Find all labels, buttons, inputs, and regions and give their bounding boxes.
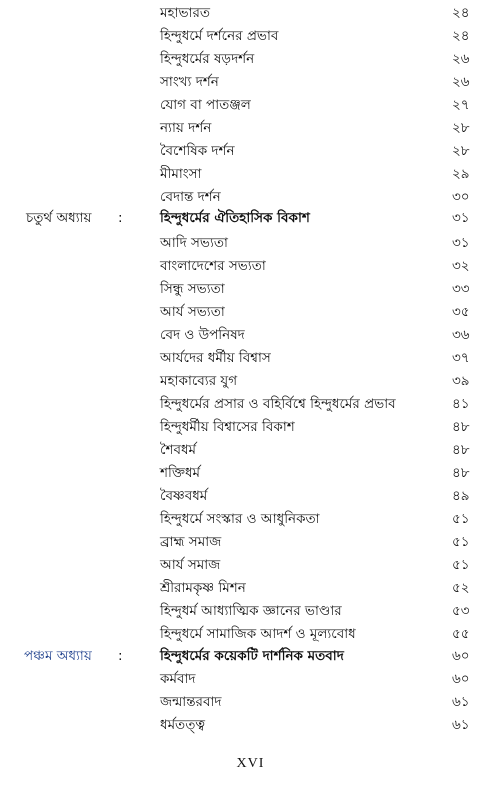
page-number: ৫৫ [452, 626, 470, 642]
toc-entry-row [0, 301, 501, 323]
page-number: ২৬ [452, 74, 470, 90]
page-number: ৪৮ [452, 465, 470, 481]
toc-entry-row [0, 324, 501, 346]
page-number: ২৮ [452, 143, 470, 159]
section-title: ন্যায় দর্শন [160, 120, 212, 136]
page-number: ২৮ [452, 120, 470, 136]
page-number: ৫২ [452, 580, 470, 596]
page-number: ৩৫ [452, 304, 470, 320]
page-number: ২৬ [452, 51, 470, 67]
section-title: হিন্দুধর্মের প্রসার ও বহির্বিশ্বে হিন্দুধর্মের প্রভাব [160, 396, 396, 412]
section-title: হিন্দুধর্মের ষড়দর্শন [160, 51, 255, 67]
page-number: ৬১ [452, 717, 470, 733]
toc-entry-row [0, 508, 501, 530]
section-title: শ্রীরামকৃষ্ণ মিশন [160, 580, 246, 596]
chapter-colon: : [118, 210, 123, 226]
section-title: মীমাংসা [160, 166, 202, 182]
page-number: ৩১ [452, 210, 470, 226]
toc-entry-row [0, 48, 501, 70]
section-title: হিন্দুধর্মীয় বিশ্বাসের বিকাশ [160, 419, 295, 435]
page-number: ৪১ [452, 396, 470, 412]
chapter-label: পঞ্চম অধ্যায় [24, 648, 92, 664]
section-title: হিন্দুধর্ম আধ্যাত্মিক জ্ঞানের ভাণ্ডার [160, 603, 342, 619]
toc-entry-row [0, 439, 501, 461]
section-title: কর্মবাদ [160, 671, 196, 687]
page-number: ২৪ [452, 28, 470, 44]
page-number: ৫১ [452, 511, 470, 527]
toc-entry-row [0, 232, 501, 254]
toc-chapter-row [0, 207, 501, 229]
chapter-title: হিন্দুধর্মের কয়েকটি দার্শনিক মতবাদ [160, 648, 344, 664]
page-number-footer: XVI [236, 756, 265, 771]
toc-entry-row [0, 2, 501, 24]
toc-entry-row [0, 531, 501, 553]
section-title: হিন্দুধর্মে দর্শনের প্রভাব [160, 28, 279, 44]
page-number: ৩৭ [452, 350, 470, 366]
toc-entry-row [0, 25, 501, 47]
page-number: ৫৩ [452, 603, 470, 619]
toc-entry-row [0, 600, 501, 622]
toc-entry-row [0, 462, 501, 484]
chapter-title: হিন্দুধর্মের ঐতিহাসিক বিকাশ [160, 210, 310, 226]
page-number: ৬১ [452, 694, 470, 710]
toc-entry-row [0, 94, 501, 116]
section-title: বেদ ও উপনিষদ [160, 327, 245, 343]
section-title: ধর্মতত্ত্ব [160, 717, 205, 733]
toc-entry-row [0, 117, 501, 139]
section-title: বৈশেষিক দর্শন [160, 143, 235, 159]
page-number: ৩০ [452, 189, 470, 205]
toc-entry-row [0, 554, 501, 576]
page-number: ৩৬ [452, 327, 470, 343]
section-title: আর্যদের ধর্মীয় বিশ্বাস [160, 350, 271, 366]
section-title: সিন্ধু সভ্যতা [160, 281, 225, 297]
toc-entry-row [0, 393, 501, 415]
section-title: সাংখ্য দর্শন [160, 74, 219, 90]
page-number: ৫১ [452, 534, 470, 550]
page-number: ৪৮ [452, 419, 470, 435]
page-number: ৫১ [452, 557, 470, 573]
section-title: ব্রাহ্ম সমাজ [160, 534, 222, 550]
section-title: শক্তিধর্ম [160, 465, 201, 481]
page-number: ২৯ [452, 166, 470, 182]
page-number: ৪৯ [452, 488, 470, 504]
page-number: ২৭ [452, 97, 470, 113]
section-title: বেদান্ত দর্শন [160, 189, 221, 205]
section-title: বৈষ্ণবধর্ম [160, 488, 208, 504]
section-title: জন্মান্তরবাদ [160, 694, 222, 710]
toc-entry-row [0, 163, 501, 185]
chapter-label: চতুর্থ অধ্যায় [26, 210, 92, 226]
toc-entry-row [0, 691, 501, 713]
page-number: ৬০ [452, 648, 470, 664]
section-title: যোগ বা পাতঞ্জল [160, 97, 251, 113]
page-number: ৬০ [452, 671, 470, 687]
toc-entry-row [0, 71, 501, 93]
toc-entry-row [0, 623, 501, 645]
toc-entry-row [0, 485, 501, 507]
toc-entry-row [0, 347, 501, 369]
page-number: ৪৮ [452, 442, 470, 458]
toc-chapter-row [0, 645, 501, 667]
section-title: বাংলাদেশের সভ্যতা [160, 258, 266, 274]
toc-entry-row [0, 255, 501, 277]
section-title: আদি সভ্যতা [160, 235, 228, 251]
section-title: শৈবধর্ম [160, 442, 197, 458]
toc-entry-row [0, 278, 501, 300]
section-title: হিন্দুধর্মে সামাজিক আদর্শ ও মূল্যবোধ [160, 626, 356, 642]
section-title: আর্য সমাজ [160, 557, 221, 573]
toc-entry-row [0, 714, 501, 736]
toc-entry-row [0, 668, 501, 690]
section-title: মহাভারত [160, 5, 211, 21]
toc-entry-row [0, 140, 501, 162]
toc-entry-row [0, 370, 501, 392]
page-number: ৩৩ [452, 281, 470, 297]
page-number: ২৪ [452, 5, 470, 21]
section-title: মহাকাব্যের যুগ [160, 373, 238, 389]
page-number: ৩২ [452, 258, 470, 274]
toc-entry-row [0, 186, 501, 208]
toc-entry-row [0, 416, 501, 438]
section-title: আর্য সভ্যতা [160, 304, 225, 320]
page-number: ৩১ [452, 235, 470, 251]
chapter-colon: : [118, 648, 123, 664]
section-title: হিন্দুধর্মে সংস্কার ও আধুনিকতা [160, 511, 320, 527]
page-number: ৩৯ [452, 373, 470, 389]
toc-entry-row [0, 577, 501, 599]
